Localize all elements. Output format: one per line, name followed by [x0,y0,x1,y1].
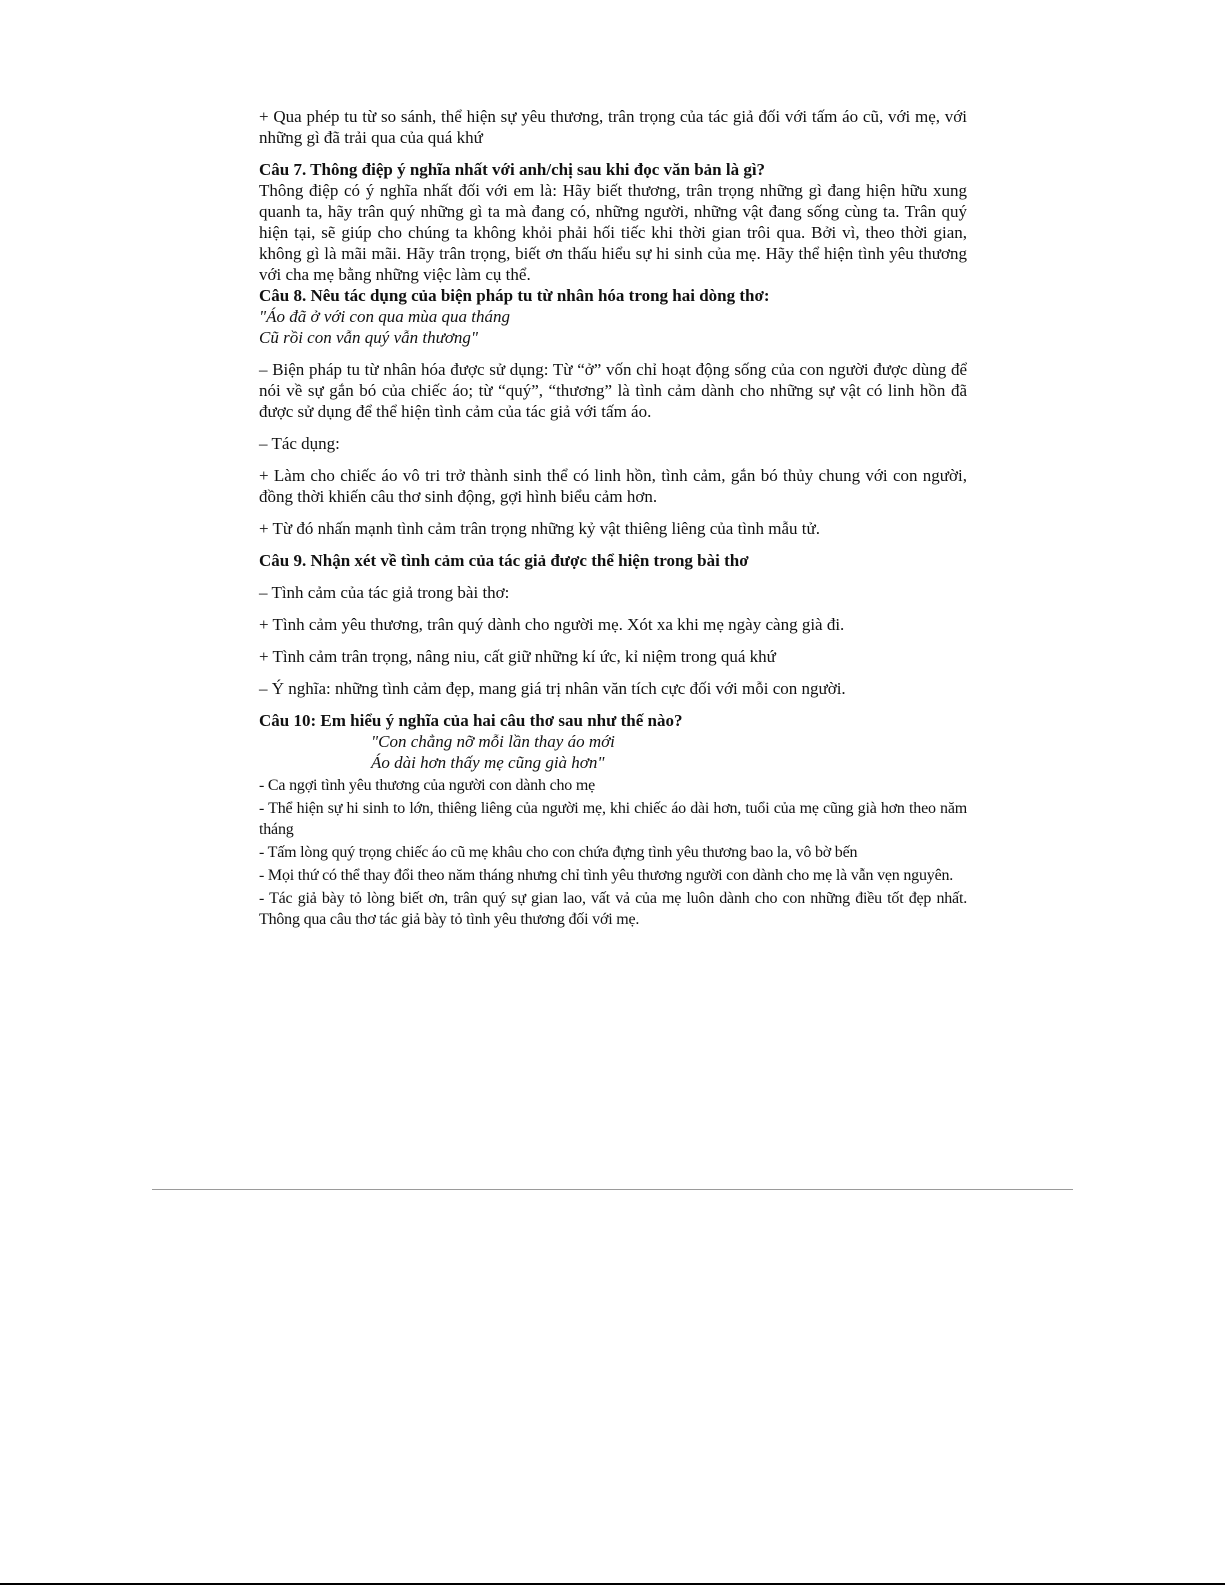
document-page [259,106,967,930]
q10-verse-line-1: "Con chẳng nỡ mỗi lần thay áo mới [371,732,615,751]
q8-verse-line-1: "Áo đã ở với con qua mùa qua tháng [259,307,510,326]
q10-bullet-5: - Tác giả bày tỏ lòng biết ơn, trân quý sự gian lao, vất vả của mẹ luôn dành cho con những điều tốt đẹp nhất. Thông qua câu thơ tác giả bày tỏ tình yêu thương đối với mẹ. [259,890,967,928]
q10-bullet-3: - Tấm lòng quý trọng chiếc áo cũ mẹ khâu cho con chứa đựng tình yêu thương bao la, vô bờ bến [259,844,858,861]
q10-bullet-4: - Mọi thứ có thể thay đổi theo năm tháng nhưng chỉ tình yêu thương người con dành cho mẹ là vẫn vẹn nguyên. [259,867,954,884]
page-divider [152,1189,1073,1190]
q8-paragraph-4: + Từ đó nhấn mạnh tình cảm trân trọng những kỷ vật thiêng liêng của tình mẫu tử. [259,519,820,538]
q10-verse-line-2: Áo dài hơn thấy mẹ cũng già hơn" [371,753,605,772]
q10-bullet-2: - Thể hiện sự hi sinh to lớn, thiêng liêng của người mẹ, khi chiếc áo dài hơn, tuổi của mẹ cũng già hơn theo năm tháng [259,800,967,838]
q8-paragraph-2: – Tác dụng: [259,434,340,453]
intro-paragraph: + Qua phép tu từ so sánh, thể hiện sự yêu thương, trân trọng của tác giả đối với tấm áo cũ, với mẹ, với những gì đã trải qua của quá khứ [259,107,967,147]
q9-paragraph-1: – Tình cảm của tác giả trong bài thơ: [259,583,510,602]
q7-answer: Thông điệp có ý nghĩa nhất đối với em là: Hãy biết thương, trân trọng những gì đang hiện hữu xung quanh ta, hãy trân quý những gì ta mà đang có, những người, những vật đang sống cùng ta. Trân quý hiện tại, sẽ giúp cho chúng ta không khỏi phải hối tiếc khi thời gian trôi qua. Bởi vì, theo thời gian, không gì là mãi mãi. Hãy trân trọng, biết ơn thấu hiểu sự hi sinh của mẹ. Hãy thể hiện tình yêu thương với cha mẹ bằng những việc làm cụ thể. [259,181,967,284]
q8-paragraph-3: + Làm cho chiếc áo vô tri trở thành sinh thể có linh hồn, tình cảm, gắn bó thủy chung với con người, đồng thời khiến câu thơ sinh động, gợi hình biểu cảm hơn. [259,466,967,506]
q9-paragraph-3: + Tình cảm trân trọng, nâng niu, cất giữ những kí ức, kỉ niệm trong quá khứ [259,647,776,666]
q9-paragraph-2: + Tình cảm yêu thương, trân quý dành cho người mẹ. Xót xa khi mẹ ngày càng già đi. [259,615,845,634]
q10-bullet-list [259,775,967,930]
q9-paragraph-4: – Ý nghĩa: những tình cảm đẹp, mang giá trị nhân văn tích cực đối với mỗi con người. [259,679,846,698]
q8-heading: Câu 8. Nêu tác dụng của biện pháp tu từ nhân hóa trong hai dòng thơ: [259,286,770,305]
q10-heading: Câu 10: Em hiểu ý nghĩa của hai câu thơ sau như thế nào? [259,711,683,730]
q8-paragraph-1: – Biện pháp tu từ nhân hóa được sử dụng: Từ “ở” vốn chỉ hoạt động sống của con người được dùng để nói về sự gắn bó của chiếc áo; từ “quý”, “thương” là tình cảm dành cho những sự vật có linh hồn đã được sử dụng để thể hiện tình cảm của tác giả với tấm áo. [259,360,967,421]
q9-heading: Câu 9. Nhận xét về tình cảm của tác giả được thể hiện trong bài thơ [259,551,749,570]
q10-bullet-1: - Ca ngợi tình yêu thương của người con dành cho mẹ [259,777,596,794]
q8-verse-line-2: Cũ rồi con vẫn quý vẫn thương" [259,328,479,347]
q7-heading: Câu 7. Thông điệp ý nghĩa nhất với anh/chị sau khi đọc văn bản là gì? [259,160,766,179]
